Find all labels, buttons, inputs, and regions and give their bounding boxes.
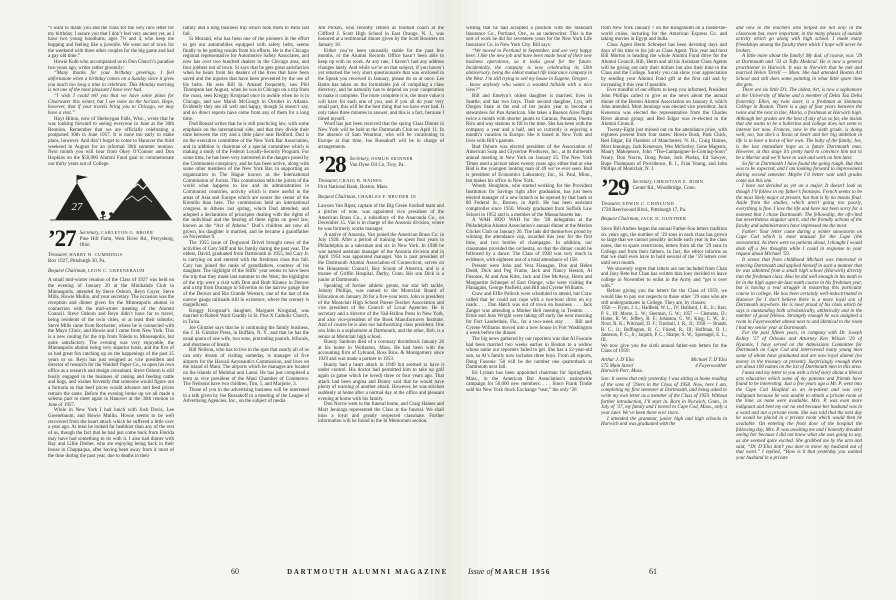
class-27-year-numeral: ’27 bbox=[48, 229, 76, 252]
paragraph: While in New York I had lunch with Josh Davis, Lee Greenebaum, and Howie Mullin. Howie seems to be well recovered from the heart attack which he suffered a little over a year ago. At least he looked far healthier than any of the rest of us, though the fact that he had just come back from Florida may have had something to do with it. I also had dinner with Ray and Lillie Dreher, who are enjoying being back in their house in Chappaqua, after having been away from it most of the time during the past year, due to deaths in their bbox=[48, 408, 174, 459]
paragraph: Either you’ve been unusually stable for the past few months, or the Alumni Records Office hasn’t been able to keep up with its work. At any rate, I haven’t had any address changes lately. And while we’re on that subject, if you haven’t yet returned the very short questionnaire that was enclosed in the Speak you received in January, please do so at once. Les Battis has taken on the formidable job of compiling a class directory, and he naturally has to depend on your cooperation to make it complete. The more complete it is, the more value it will have for each one of you, and if you all do your very small part, this will be the best thing that we have ever had. It only takes three minutes to answer, and this is a fact, because I timed myself. bbox=[318, 48, 444, 122]
class-27-section-heading bbox=[48, 229, 174, 274]
paragraph: Before giving you the letters for the Class of 1959, we would like to pay our respects to those other ’29 sons who are still undergraduates in College. They are, by classes: bbox=[601, 289, 727, 306]
paragraph: The 1955 issue of Dogwood Drivel brought news of the activities of Cary Stiff and his family during the past year. The oldest, David, graduated from Dartmouth in 1955, but Cary Jr. is carrying on and entered with the freshman class this fall. Cary has joined the ranks of grandfathers, courtesy of his daughter. The highlight of the Stiffs’ year seems to have been the trip that they made last summer to the West; the highlights of the trip were a visit with Don and Ruth Kinney in Denver and a trip from Durango to Silverton on the narrow gauge line of the Denver and Rio Grande Western, one of the last of the narrow gauge railroads still in existence, where the scenery is magnificent. bbox=[183, 240, 309, 309]
paragraph: Craw and Effie Pollock were scheduled to attend, but Craw called that he could not cope with a two-hour drive on icy roads . . . Dan Hatch was out of town on business . . . Jack Zanger was attending a Mother Bell meeting in Trenton . . . Ernie and Jean Wright were taking off early the next morning for Fort Lauderdale, Fla., for a two-week stay . . . Bill and Cyrene Williams moved into a new house in Fort Washington a week before the dinner. bbox=[466, 291, 592, 337]
father-address: Arthur J. D’Elia 575 Main Street Harwich Port, Mass. bbox=[601, 357, 643, 375]
paragraph: Kroggy Krogstad’s daughter, Margaret Krogstad, was married to Robert Ward Graddy in St. Pius X Catholic Church, in Tulsa. bbox=[183, 308, 309, 326]
class-28-notes bbox=[318, 204, 444, 425]
paragraph: and now to the teachers who helped me not only in the classroom but, more important, in the many phases of outside activity which go along with high school. I made many friendships among the faculty there which I hope will never be broken. bbox=[736, 26, 862, 54]
paragraph: Word has just been received that the spring Class Dinner in New York will be held at the Dartmouth Club on April 11. In the absence of Sam Wearmur, who will be vacationing in Europe at that time, Joe Russakoff will be in charge of arrangements. bbox=[318, 122, 444, 150]
class-28-notes-end bbox=[601, 26, 727, 173]
paragraph: Joe Gintzler says that he is continuing the family business, the J. H. Gintzler Press, in Buffalo, N. Y., and that he has the usual quota of one wife, two sons, protruding paunch, bifocals, and shortness of breath. bbox=[183, 325, 309, 348]
class-28-treasurer: Treasurer, CRAIG B. HAINES First National Bank, Boston, Mass. bbox=[318, 178, 389, 191]
right-page-column-2 bbox=[601, 26, 727, 554]
paragraph: I have not decided as yet on a major. It doesn’t look as though I’ll follow in my father’s footsteps. French seems to be the most likely major at present, but that is by no means final. Aside from the studies, which aren’t going too poorly, everything is fine. I love the life and have not been sorry for a moment that I chose Dartmouth. The fellowship, the oft-cited but nevertheless singular spirit, and the friendly actions of the faculty and administrators have impressed me the most. bbox=[736, 184, 862, 229]
paragraph: “Many thanks for your birthday greetings. I feel unfortunate when a birthday comes on a Sunday since it gives you much too long a time to celebrate. This Monday morning is not one of the most pleasant I have ever had. bbox=[48, 71, 174, 94]
paragraph: Those of you in the advertising business will be interested in a talk given by Joe Russakoff to a meeting of the League of Advertising Agencies, Inc., on the subject of media bbox=[183, 388, 309, 405]
right-page-column-1 bbox=[466, 26, 592, 554]
paragraph: Lawson Van Riper, captain of the Big Green football team and a pitcher of note, was appointed vice president of the American Brass Co., a subsidiary of the Anaconda Co., on December 15. Van is in charge of the Ansonia division, where he was formerly works manager. bbox=[318, 204, 444, 233]
paragraph: Woody Houghton, who started working for the Provident Institution for Savings right after graduation, has just been elected manager of a new branch to be opened by that bank at 80 Federal St., Boston, in April. He has been assistant comptroller since 1950. Woody graduated from Suffolk Law School in 1952 and is a member of the Massachusetts bar. bbox=[466, 184, 592, 218]
class-27-notes-continued bbox=[183, 26, 309, 405]
class-29-bequest-chairman: Bequest Chairman, JACK D. GUNTHER bbox=[601, 216, 687, 223]
paragraph: It seems that from childhood Michael was interested in entering Dartmouth and applied himself in such a manner that he was admitted from a small high school (Harwich) directly into the freshman class. Also he did well enough in his math to be in the high super-de-luxe math course in his freshman year, but is having a real struggle in mastering this particular course in college. He has been certainly well-indoctrinated in Hanover for I don’t believe there is a more loyal son of Dartmouth anywhere. He is most proud of his class which he says is outstanding both scholastically, athletically and in the number of good fellows. Strangely enough he was assigned a room in Fayerweather almost next to and identical to the room I had my senior year at Dartmouth. bbox=[736, 257, 862, 331]
class-26-notes-end bbox=[48, 26, 174, 167]
right-page-footer bbox=[466, 567, 872, 578]
issue-date: Issue of MARCH 1956 bbox=[468, 567, 551, 576]
paragraph: writing that he had accepted a position with the Standard Insurance Co., Portland, Ore., as an underwriter. This is the sort of work he did for seventeen years for the New York Life Insurance Co. in New York City. Bill says: bbox=[466, 26, 592, 48]
paragraph: Bud Osborn was elected president of the Association of American Soap and Glycerine Producers, Inc., at its thirteenth annual meeting in New York on January 25. The New York Times used a picture taken twenty years ago; either that or else Bud is the youngest looking man of 49 we’ve ever seen. Bud is president of Economics Laboratory, Inc., St. Paul, Minn., but makes his office in New York. bbox=[466, 144, 592, 184]
son-address: Michael T. D’Elia 4 Fayerweather bbox=[690, 357, 727, 369]
paragraph: 1956 — Flynn, J. L.; Hadfield, W. L., IV; Hubbard, J. R., Jr.; Kerr, P. S., III; Morse, L. W.; Sherman, G. W.; 1957 — Clements, D.; Hume, R. W.; Jeffery, R. F.; Johnston, G. W.; King, C. W., Jr.; Nord, R. K.; Pritchard, D. F.; Turnbull, J. R., Jr.; 1958 — Brandt, R. C., Jr.; Buffington, R. C.; Friend, R., III; Hoffman, D. I.; Jameson, P. C., Jr.; Jaquith, P. C.; Sharpe, S. W.; Sprenagel, E. L., III. bbox=[601, 306, 727, 344]
right-page-column-3 bbox=[736, 26, 862, 554]
left-page-column-3 bbox=[318, 26, 444, 554]
class-27-notes bbox=[48, 278, 174, 459]
class-29-section-heading bbox=[601, 178, 727, 223]
paragraph: Bill and Emelyn’s oldest daughter is married, lives in Seattle, and has two boys. Their second daughter, Lyn, left Oregon State at the end of her junior year to become a stewardess for Pan American. She takes a Buenos Aires flight twice a month with shorter jaunts to Caracas, Panama, Puerto Rico and way stations to fill in the time. She has been with the company a year and a half, and so currently is enjoying a month’s vacation in Europe. She is based in New York and lives with Bill’s parents. bbox=[466, 93, 592, 145]
paragraph: Don Norris went to the funeral home, and Craig Haines and Mort Jennings represented the Class at the funeral. We shall miss a loyal and greatly respected classmate. Further information will be found in the In Memoriam section. bbox=[318, 402, 444, 425]
paragraph: Twenty-Eight just missed out on the attendance prize, with eighteen present from four states: Howie Bush, Park Chick, Red Edgar, Ed Flanders of Manchester, N. H., Craig Haines, Mort Jennings, Jack Kenerson, Wes McSorley, Gene Magenis, Maury Makepeace, John “The-Campaigner-Is-Coming-Soon” Neary, Don Norris, Doug Pease, Jack Phelan, Ed Sawyer, Rupe Thompson of Providence, R. I., Fran Young, and John Phillips of Montclair, N. J. bbox=[601, 127, 727, 173]
paragraph: “We moved to Portland in September, and are very happy here. I like the new job and have been made head of their new business operations, so it looks good for the future. Incidentally, the company is now celebrating its 50th anniversary, being the oldest mutual life insurance company in the West. I’m still trying to sell my house in Eugene, Oregon . . . know anybody who wants a wooded hillside with a nice view?” bbox=[466, 48, 592, 94]
paragraph: A native of Ansonia, Van joined the American Brass Co. in July 1928. After a period of training he spent four years in Philadelphia as a salesman and six in New York. In 1940 he was named assistant manager of the Ansonia division and in April 1954 was appointed manager. Van is past president of the Dartmouth Alumni Association of Connecticut, serves on the Housatonic Council, Boy Scouts of America, and is a trustee of Griffin Hospital, Derby, Conn. His son Dick is a junior at Dartmouth. bbox=[318, 232, 444, 283]
class-27-bequest-chairman: Bequest Chairman, LEON C. GREENEBAUM bbox=[48, 267, 145, 274]
paragraph: Present were John and Vera Flanagan, Don and Helen Dodd, Dick and Peg Frame, Jack and Nancy Heston, Al Fusonie, Al and Ann Kitts, Jack and Dee McAvoy, Herm and Marguerite Schnepel of East Orange, who were visiting the Flanagans, George Pasfield, and Bill and Cyrene Williams. bbox=[466, 263, 592, 292]
class-28-secretary: Secretary, OSMUN SKINNER Van Dyne Oil Co, Troy, Pa. bbox=[349, 156, 413, 169]
class-29-secretary: Secretary, CHRISTIAN E. BORN Center Rd., Woodbridge, Conn. bbox=[632, 179, 704, 191]
class-29-notes bbox=[601, 227, 727, 355]
paragraph: Father: Your letter came during a winter snowstorm on Cape Cod which is most unusual for the Cape (the snowstorm). As there were no patients about, I thought I would dash off a few thoughts while I could in response to your request about Michael ’59. bbox=[736, 229, 862, 258]
paragraph: family and a long business trip which took them to Paris last fall. bbox=[183, 26, 309, 37]
paragraph: A little more about the family! My dad, of course, was ’29 at Dartmouth and ’33 at Tufts Medical. He is now a general practitioner in Harwich. It was in Norwich that he met and married Helen Tirrell — Mom. She had attended Boston Art School and still does some painting in what little spare time she gets. bbox=[736, 54, 862, 88]
paragraph: For the past fifteen years, in company with Dr. Joseph Kelley ’27 of Orleans and Attorney Ken Wilson ’29 of Hyannis, I have served on the Admissions Committee for Dartmouth on Cape Cod and interviewed many young men some of whom have graduated and are now loyal alumni (no money in the treasury at present). Surprisingly enough there are about 100 names on the list of Dartmouth men in this area. bbox=[736, 331, 862, 371]
paragraph: Bunny had a heart attack in 1949 but seemed to have it under control. His doctor had permitted him to take up golf again (a game which he loved) three or four years ago. That attack had been angina and Bunny said that he would have plenty of warning of another attack. However, he was stricken suddenly at home after a normal day at the office and pleasant evening at home with his family. bbox=[318, 362, 444, 402]
paragraph: Son: It seems that only yesterday I was sitting at home reading of the sons of ’29ers in the Class of 1958. Now, here I am, completing my first semester at Dartmouth, and being asked to write my own letter as a member of the Class of 1959. Without further introduction, I’ll start in. Born in Norwich, Conn., in July of ’37, my family and I moved to Cape Cod, Mass., only a year later. We’ve been there ever since. bbox=[601, 376, 727, 416]
paragraph: Hoyt Hilton, now of Sheboygan Falls, Wisc., wrote that he was looking forward to seeing everyone in June at the 30th Reunion. Remember that we are officially celebrating a postponed 30th in June 1957. It is none too early to make plans, however. And don’t forget to come to Hanover the third weekend in August for an informal 30th summer reunion. Next month you will hear from Okey O’Connor and Don Hopkins on the $50,000 Alumni Fund goal to commemorate our thirty years out of College. bbox=[48, 116, 174, 167]
magazine-title: DARTMOUTH ALUMNI MAGAZINE bbox=[287, 568, 448, 576]
son-letter bbox=[601, 377, 727, 428]
left-page-footer bbox=[48, 567, 454, 578]
paragraph: Ever mindful of our efforts to keep you informed, President John Phillips called to give us the news about the annual dinner of the Boston Alumni Association on January 8, which John attended. Mort Jennings was elected vice president; Jack Kenerson was elected the representative from the Charles River alumni group; and Red Edgar was re-elected to the Alumni Council. bbox=[601, 88, 727, 128]
paragraph: Jim Picken, who recently retired as football coach at the Clifford J. Scott High School in East Orange, N. J., was honored at a testimonial dinner given by the Scott Boosters on January 18. bbox=[318, 26, 444, 48]
paragraph: Ed Lyman has been appointed chairman for Springfield, Mass., in the American Bar Association’s nationwide campaign for 50,000 new members. . . . Since Frank Tindle sold his New York Stock Exchange “seat,” the only ’28 bbox=[466, 371, 592, 393]
paragraph: “I want to thank you and the class for the very nice letter for my birthday. I assure you that I don’t feel very ancient yet, as I have two young hoodlums, ages 7½ and 4, who keep me hopping and feeling like a juvenile. We went out of town for the weekend with three other couples for the big game and had a gay old time.” bbox=[48, 26, 174, 60]
class-29-treasurer: Treasurer, EDWIN C. CHINLUND 1728 Beechwood Blvd., Pittsburgh 17, Pa. bbox=[601, 201, 687, 213]
paragraph: Si Morand, who has been one of the pioneers in the effort to get our automobiles equipped with safety belts, seems finally to be getting results from his efforts. He is the Chicago regional representative for Automotive Safety Associates, and now has over two hundred dealers in the Chicago area, and four jobbers out of town. Si says that he gets great satisfaction when he hears from his dealers of the lives that have been saved and the injuries that have been prevented by the use of his belts. He sees Bill St. Amand frequently, saw Phil Thompson last August, when he was in Chicago on a trip from the coast, sees Kreggy Krogstad once in awhile when he is in Chicago, and saw Marsh McGough in October in Atlanta. Evidently they are all well and happy, though Si doesn’t say, and no direct reports have come from any of them for a long time. bbox=[183, 37, 309, 122]
paragraph: Class Agent Herm Schnepel has been devoting days and days of his time to his job as Class Agent. This year and next Bill Morton is heading the whole Alumni Fund drive for the Alumni Council. Bill, Herm and all his Assistant Class Agents will be giving not only their dollars but also their time to the Class and the College. Surely you can show your appreciation by sending your Alumni Fund gift at the first call and by increasing it this year if possible. bbox=[601, 42, 727, 88]
paragraph: Since Bill Andres began the annual Father-Son letters tradition six years ago, the number of ’29 sons in each class has grown so large that we cannot possibly include each year in the class notes, due to space restrictions, letters from all the ’29 sons in College and from their fathers. In fact, the editor informs us that we shall even have to hold several of the ’59 letters over until next month. bbox=[601, 227, 727, 266]
class-27-notes-end bbox=[318, 26, 444, 150]
paragraph: I attended the grammar, junior high and high schools in Harwich and was graduated with the bbox=[601, 416, 727, 428]
father-son-letters-continued bbox=[736, 26, 862, 462]
class-27-reunion-cartoon bbox=[48, 170, 174, 224]
paragraph: A small mid-winter reunion of the Class of 1927 was held on the evening of January 20 at the Minikahda Club in Minneapolis, attended by Steve Osborn, Reyn Guyer, Steve Mills, Howie Mullin, and your secretary. The occasion was the reception and dinner given for the Minneapolis alumni in connection with the mid-winter meeting of the Alumni Council. Steve Osborn and Reyn didn’t have far to travel, being residents of the twin cities, or at least their suburbs; Steve Mills came from Rochester, where he is connected with the Mayo Clinic, and Howie and I came from New York. This is a new routing for the trip from Toledo to Minneapolis, but quite satisfactory. The evening was very enjoyable, the Minneapolis alumni being very superior hosts, and the five of us had great fun catching up on the happenings of the past 25 years or so. Reyn has just resigned as vice president and director of research for the Waldorf Paper Co., to open his own office as a research and design consultant. Steve Osborn is still busily engaged in the business of raising and feeding cattle and hogs, and wishes fervently that someone would figure out a formula so that beef prices would advance and feed prices remain the same. Before the evening broke up we all made a solemn pact to meet again in Hanover at the 30th reunion in June of 1957. bbox=[48, 278, 174, 408]
right-page bbox=[466, 26, 872, 578]
paragraph: We now give you the sixth annual father-son letters for the Class of 1959: bbox=[601, 343, 727, 355]
left-page-column-2 bbox=[183, 26, 309, 554]
paragraph: Howie Kolb who accompanied us to Don Church’s paradise two years ago, writes rather gloomily: bbox=[48, 59, 174, 71]
paragraph: “I wish I could tell you that we have some plans for Clearwater this winter, but I see none on the horizon. Hope, however, that if your travels bring you to Chicago, we may have a visit.” bbox=[48, 93, 174, 116]
page-number-60: 60 bbox=[231, 567, 239, 576]
paragraph: We sincerely regret that letters are not included from Chan and Joey Bete but Chan has written that Joey decided to leave college in November to enlist in the Army and “get it over with.” bbox=[601, 266, 727, 289]
paragraph: The big news gathered by our reporters was that Al Fusonie had been married two weeks earlier in Boston to a widow whose name our reporters failed to get. She has a 12-year-old son, so Al’s family now includes three boys. From all reports, Doug Fusonie ’58 will be the number one quarterback at Dartmouth next fall. bbox=[466, 337, 592, 371]
class-29-year-numeral: ’29 bbox=[601, 178, 629, 201]
class-28-year-numeral: ’28 bbox=[318, 155, 346, 178]
class-27-secretary: Secretary, CARLETON G. BROER Pine Hill Farm, West River Rd., Perrysburg, Ohio bbox=[79, 230, 174, 248]
paragraph: Bill Neilson, who has to live in the spot that nearly all of us can only dream of visiting someday, is manager of five airports for the Hawaii Aeronautics Commission, and lives on the island of Maui. The airports which he manages are located on the islands of Molokai and Lanai. He has just completed a term as vice president of the Maui Chamber of Commerce. The Neilsons have two children, Tim, 5, and Marjorie, 3. bbox=[183, 348, 309, 388]
paragraph: There are six little D’s. The oldest, Art, is now a sophomore at the University of Maine and a member of Delta Tau Delta fraternity. Ellen, my twin sister, is a freshman at Simmons College in Boston. There is a gap of four years between the twins and the next in line, Maria, a freshman at Harwich high. Although her grades are the best of any of us so far, she insists that she wants to be a ballerina and college does not seem to interest her now. Frances, now in the sixth grade, is doing well, too, but she’s a Texan at heart and her big ambition in life is to have a horse of her own. The baby of the family, Joe, is the last immediate hope as a future Dartmouth man. However, at this stage it’s pretty hard to convince him not to be a Marine and we’ll have to wait and work on him later. bbox=[736, 88, 862, 162]
paragraph: Bunny Sanborn died of a coronary thrombosis January 26 at his home in Wollaston, Mass. He had been with the accounting firm of Lybrand, Ross Bros. & Montgomery since 1929 and was made a partner in 1953. bbox=[318, 340, 444, 363]
cartoon-27-label: 27 bbox=[71, 201, 83, 214]
paragraph: from New York January 7 on the Kungsholm on a round-the-world cruise, lecturing for the American Express Co. and taking movies in Egypt and India. bbox=[601, 26, 727, 43]
left-page-column-1 bbox=[48, 26, 174, 554]
page-number-61: 61 bbox=[649, 567, 657, 576]
class-28-bequest-chairman: Bequest Chairman, CHARLES F. BRUDER III bbox=[318, 193, 417, 200]
paragraph: Dud Bonsal writes that he is still practicing law, with some emphasis on the international side, and that they divide their time between the city and a little place near Bedford. Dud is on the executive committee of the New York Bar Association, and in addition is chairman of a special committee which is making a study of the Federal Loyalty-Security Program. For some time, he has been very interested in the dangers posed by the Communist conspiracy, and he has been active, along with some other members of the New York Bar, in supporting an organization in The Hague known as the International Commission of Jurists. This commission tells the jurists of the world what happens to law and its administration in Communist countries, activity which is more useful in the areas of Asia and Europe which are nearer the center of the Kremlin than here. The commission held an international congress in Athens last spring, which Dud attended, and adopted a declaration of principles dealing with the rights of the individual and the bearing of these rights on good law, known as the “Act of Athens.” Dud’s children are now all grown, his daughter is married, and he became a grandfather on November 9. bbox=[183, 122, 309, 241]
left-page bbox=[48, 26, 454, 578]
class-28-notes-continued bbox=[466, 26, 592, 394]
paragraph: I must end my letter to you with a brief story about a liberal arts education which some of my patients and friends have found to be interesting. Just a few years ago a Mr. P. went into the Cape Cod Hospital as an in-patient and was very indignant because he was unable to obtain a private room at the time, as none were available. Mrs. P. was even more indignant and bent my ear no end because her husband was in a ward and not a private room. She was told that the next day he would be placed in a private room which would then be available. On entering the front door of the hospital the following day, Mrs. P. was awaiting me and I honestly dreaded seeing her because I did not know what she was going to say, as she seemed quite excited. She grabbed me by the arm and said, “Dr. D’Elia don’t you dare to move my husband out of that ward.” I replied, “How is it that yesterday you wanted your husband in a private bbox=[736, 371, 862, 461]
paragraph: A WAH HOO WAH for the ’28 delegation at the Philadelphia Alumni Association’s annual dinner at the Merion Cricket Club on January 26. The lads did themselves proud by winning the attendance cup, awarded this year for the first time, and two bottles of champagne. In addition, our classmates provided the orchestra, so that the dinner could be followed by a dance. The Class of 1928 was very much in evidence, with eighteen out of a total attendance of 158. bbox=[466, 218, 592, 263]
class-27-treasurer: Treasurer, HARRY B. CUMMINGS Box 1927, Pittsburgh 30, Pa. bbox=[48, 252, 123, 265]
paragraph: So far at Dartmouth I have found the going rough. But that was to be expected, and I am looking forward to improvement during second semester. Maybe I’d better wait until grades come out this one. bbox=[736, 161, 862, 184]
class-28-section-heading bbox=[318, 155, 444, 200]
father-son-address-block bbox=[601, 358, 727, 375]
paragraph: Speaking of former athletic greats, our star left tackle, Johnny Phillips, was named to the Montclair Board of Education on January 26 for a five-year term. John is president of the Montclair High School Parent-Teacher Association and vice president of the Council of Local Agencies. He is secretary and a director of the Vail-Ballou Press in New York, and also vice-president of the Book Manufacturers Institute. And of course he is also our hardworking class president. One son John is a sophomore at Dartmouth, and the other, Bob, is a senior at Montclair high school. bbox=[318, 283, 444, 340]
